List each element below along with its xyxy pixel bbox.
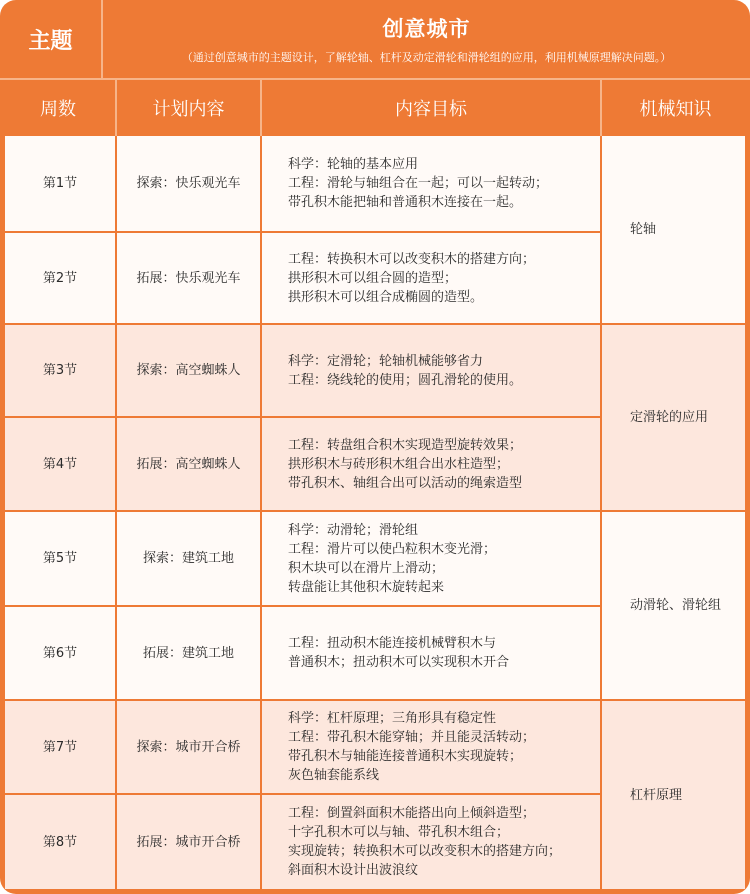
goals-cell [262,512,600,605]
goal-line: 带孔积木、轴组合出可以活动的绳索造型 [288,475,523,491]
plan-cell: 探索：城市开合桥 [117,701,260,793]
column-header-plan: 计划内容 [116,78,261,136]
week-cell: 第7节 [5,701,115,793]
header-col-divider [115,80,117,136]
header-col-divider [600,80,602,136]
week-cell: 第5节 [5,512,115,605]
knowledge-cell: 杠杆原理 [602,701,745,889]
column-header-week: 周数 [0,78,116,136]
plan-cell: 探索：高空蜘蛛人 [117,325,260,416]
goal-line: 工程：倒置斜面积木能搭出向上倾斜造型； [288,806,536,821]
week-cell: 第3节 [5,325,115,416]
goals-cell [262,795,600,889]
goals-cell [262,233,600,323]
week-cell: 第6节 [5,607,115,699]
theme-subtitle: （通过创意城市的主题设计，了解轮轴、杠杆及动定滑轮和滑轮组的应用，利用机械原理解决问题。） [181,51,672,64]
goal-line: 拱形积木可以组合圆的造型； [288,270,458,286]
week-cell: 第1节 [5,136,115,231]
goal-line: 转盘能让其他积木旋转起来 [288,579,445,595]
goal-line: 灰色轴套能系线 [288,768,380,783]
goal-line: 科学：定滑轮；轮轴机械能够省力 [288,353,484,369]
theme-label: 主题 [28,28,73,54]
theme-title: 创意城市 [382,17,471,41]
plan-cell: 探索：建筑工地 [117,512,260,605]
goals-cell [262,418,600,510]
goals-cell [262,701,600,793]
goal-line: 科学：轮轴的基本应用 [288,157,419,172]
goal-line: 工程：扭动积木能连接机械臂积木与 [288,636,497,651]
plan-cell: 拓展：建筑工地 [117,607,260,699]
goal-line: 实现旋转；转换积木可以改变积木的搭建方向； [288,844,562,859]
theme-title-block [103,0,750,78]
goal-line: 十字孔积木可以与轴、带孔积木组合； [288,825,510,840]
plan-cell: 拓展：快乐观光车 [117,233,260,323]
knowledge-cell: 轮轴 [602,136,745,323]
goal-line: 工程：绕线轮的使用；圆孔滑轮的使用。 [288,372,523,388]
column-header-knowledge: 机械知识 [601,78,750,136]
plan-cell: 探索：快乐观光车 [117,136,260,231]
column-header-goals: 内容目标 [261,78,601,136]
knowledge-cell: 动滑轮、滑轮组 [602,512,745,699]
table-body [5,136,745,889]
goal-line: 工程：滑片可以使凸粒积木变光滑； [288,541,497,557]
goals-cell [262,325,600,416]
goal-line: 工程：转盘组合积木实现造型旋转效果； [288,437,523,453]
goal-line: 工程：转换积木可以改变积木的搭建方向； [288,251,536,267]
goal-line: 科学：动滑轮；滑轮组 [288,522,419,538]
goal-line: 科学：杠杆原理；三角形具有稳定性 [288,711,497,726]
goal-line: 工程：滑轮与轴组合在一起；可以一起转动； [288,176,549,191]
goal-line: 斜面积木设计出波浪纹 [288,863,419,878]
goal-line: 带孔积木与轴能连接普通积木实现旋转； [288,749,523,764]
goal-line: 拱形积木与砖形积木组合出水柱造型； [288,456,510,472]
goal-line: 普通积木；扭动积木可以实现积木开合 [288,655,510,670]
week-cell: 第8节 [5,795,115,889]
goal-line: 工程：带孔积木能穿轴；并且能灵活转动； [288,730,536,745]
week-cell: 第2节 [5,233,115,323]
header-col-divider [260,80,262,136]
week-cell: 第4节 [5,418,115,510]
knowledge-cell: 定滑轮的应用 [602,325,745,510]
goal-line: 拱形积木可以组合成椭圆的造型。 [288,289,484,305]
goal-line: 积木块可以在滑片上滑动； [288,560,445,576]
goals-cell [262,136,600,231]
plan-cell: 拓展：城市开合桥 [117,795,260,889]
goals-cell [262,607,600,699]
plan-cell: 拓展：高空蜘蛛人 [117,418,260,510]
goal-line: 带孔积木能把轴和普通积木连接在一起。 [288,195,523,210]
